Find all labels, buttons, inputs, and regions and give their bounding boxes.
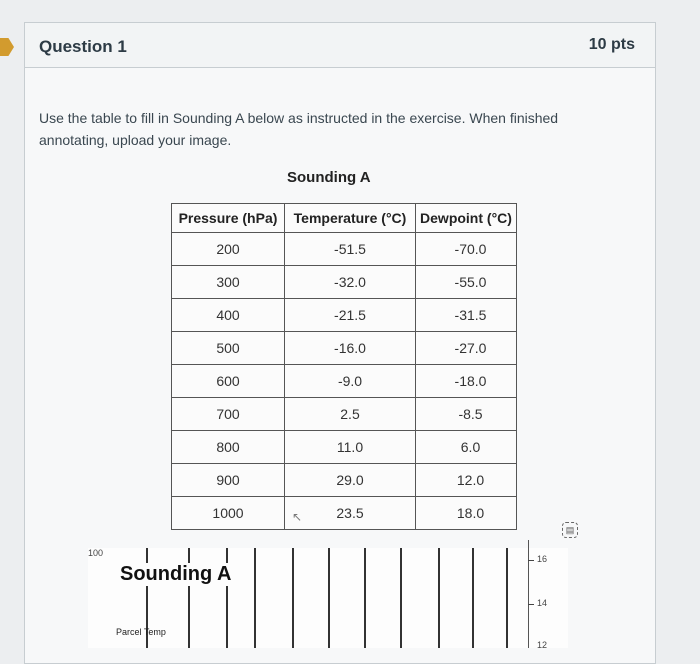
column-header-pressure: Pressure (hPa) <box>172 204 285 233</box>
pressure-cell: 700 <box>172 398 285 431</box>
table-row <box>172 332 517 365</box>
table-row <box>172 266 517 299</box>
temperature-cell: -51.5 <box>285 233 416 266</box>
pressure-cell: 400 <box>172 299 285 332</box>
dewpoint-cell: -55.0 <box>416 266 517 299</box>
temperature-cell: -32.0 <box>285 266 416 299</box>
expand-image-icon[interactable]: ▤ <box>562 522 578 538</box>
diagram-pressure-label: 100 <box>88 548 104 558</box>
table-row <box>172 431 517 464</box>
column-header-dewpoint: Dewpoint (°C) <box>416 204 517 233</box>
pressure-cell: 300 <box>172 266 285 299</box>
table-caption: Sounding A <box>287 169 371 186</box>
column-header-temperature: Temperature (°C) <box>285 204 416 233</box>
table-header-row <box>172 204 517 233</box>
question-header <box>25 23 655 68</box>
diagram-parcel-label: Parcel Temp <box>116 627 166 637</box>
table-row <box>172 233 517 266</box>
right-tick-label: 14 <box>537 598 548 608</box>
table-row <box>172 464 517 497</box>
sounding-table <box>171 203 517 530</box>
temperature-cell: 2.5 <box>285 398 416 431</box>
table-row <box>172 497 517 530</box>
temperature-cell: -21.5 <box>285 299 416 332</box>
pressure-cell: 1000 <box>172 497 285 530</box>
pressure-cell: 500 <box>172 332 285 365</box>
dewpoint-cell: -8.5 <box>416 398 517 431</box>
dewpoint-cell: -31.5 <box>416 299 517 332</box>
pressure-cell: 800 <box>172 431 285 464</box>
dewpoint-cell: -70.0 <box>416 233 517 266</box>
mouse-cursor-icon: ↖ <box>292 510 303 524</box>
diagram-right-axis <box>528 540 529 648</box>
table-row <box>172 398 517 431</box>
temperature-cell: -9.0 <box>285 365 416 398</box>
question-marker <box>0 38 14 56</box>
temperature-cell: -16.0 <box>285 332 416 365</box>
question-title: Question 1 <box>39 37 127 56</box>
question-points: 10 pts <box>588 36 635 53</box>
temperature-cell: 23.5 <box>285 497 416 530</box>
temperature-cell: 29.0 <box>285 464 416 497</box>
temperature-cell: 11.0 <box>285 431 416 464</box>
right-tick-label: 16 <box>537 554 548 564</box>
pressure-cell: 900 <box>172 464 285 497</box>
pressure-cell: 200 <box>172 233 285 266</box>
diagram-title: Sounding A <box>120 563 232 585</box>
pressure-cell: 600 <box>172 365 285 398</box>
dewpoint-cell: 18.0 <box>416 497 517 530</box>
dewpoint-cell: 12.0 <box>416 464 517 497</box>
question-instructions: Use the table to fill in Sounding A below as instructed in the exercise. When finished annotating, upload your image. <box>39 110 559 148</box>
dewpoint-cell: -18.0 <box>416 365 517 398</box>
table-row <box>172 299 517 332</box>
dewpoint-cell: -27.0 <box>416 332 517 365</box>
right-tick-label: 12 <box>537 640 548 650</box>
table-row <box>172 365 517 398</box>
dewpoint-cell: 6.0 <box>416 431 517 464</box>
